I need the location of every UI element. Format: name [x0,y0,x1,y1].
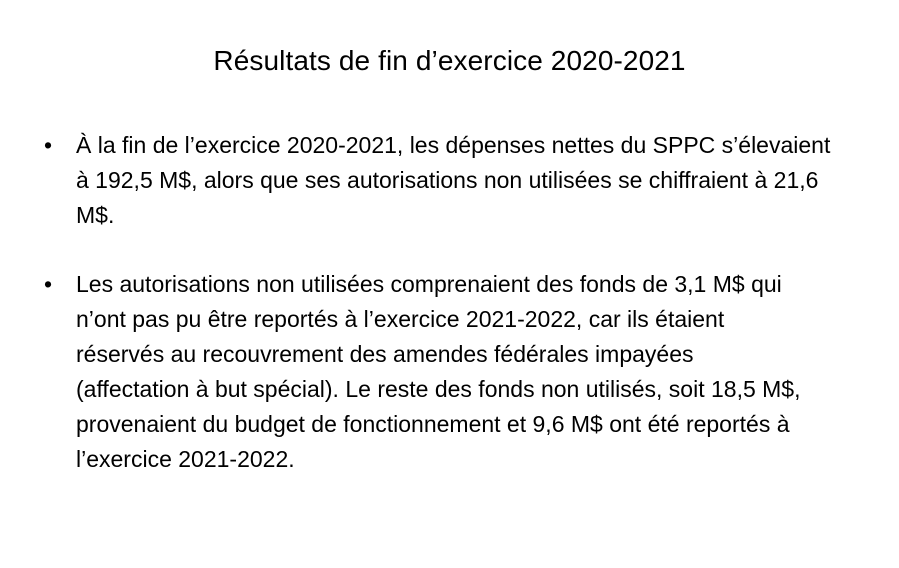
bullet-icon: • [44,132,53,158]
list-item [36,267,856,477]
list-item [36,128,856,233]
list-item-text: Les autorisations non utilisées comprenaient des fonds de 3,1 M$ qui n’ont pas pu être reportés à l’exercice 2021-2022, car ils étaient réservés au recouvrement des amendes fédérales impayées (affectation à but spécial). Le reste des fonds non utilisés, soit 18,5 M$, provenaient du budget de fonctionnement et 9,6 M$ ont été reportés à l’exercice 2021-2022. [76,271,801,472]
slide-body [36,128,856,477]
page-title: Résultats de fin d’exercice 2020-2021 [213,45,686,76]
list-item-text: À la fin de l’exercice 2020-2021, les dépenses nettes du SPPC s’élevaient à 192,5 M$, alors que ses autorisations non utilisées se chiffraient à 21,6 M$. [76,132,831,228]
bullet-icon: • [44,271,53,297]
